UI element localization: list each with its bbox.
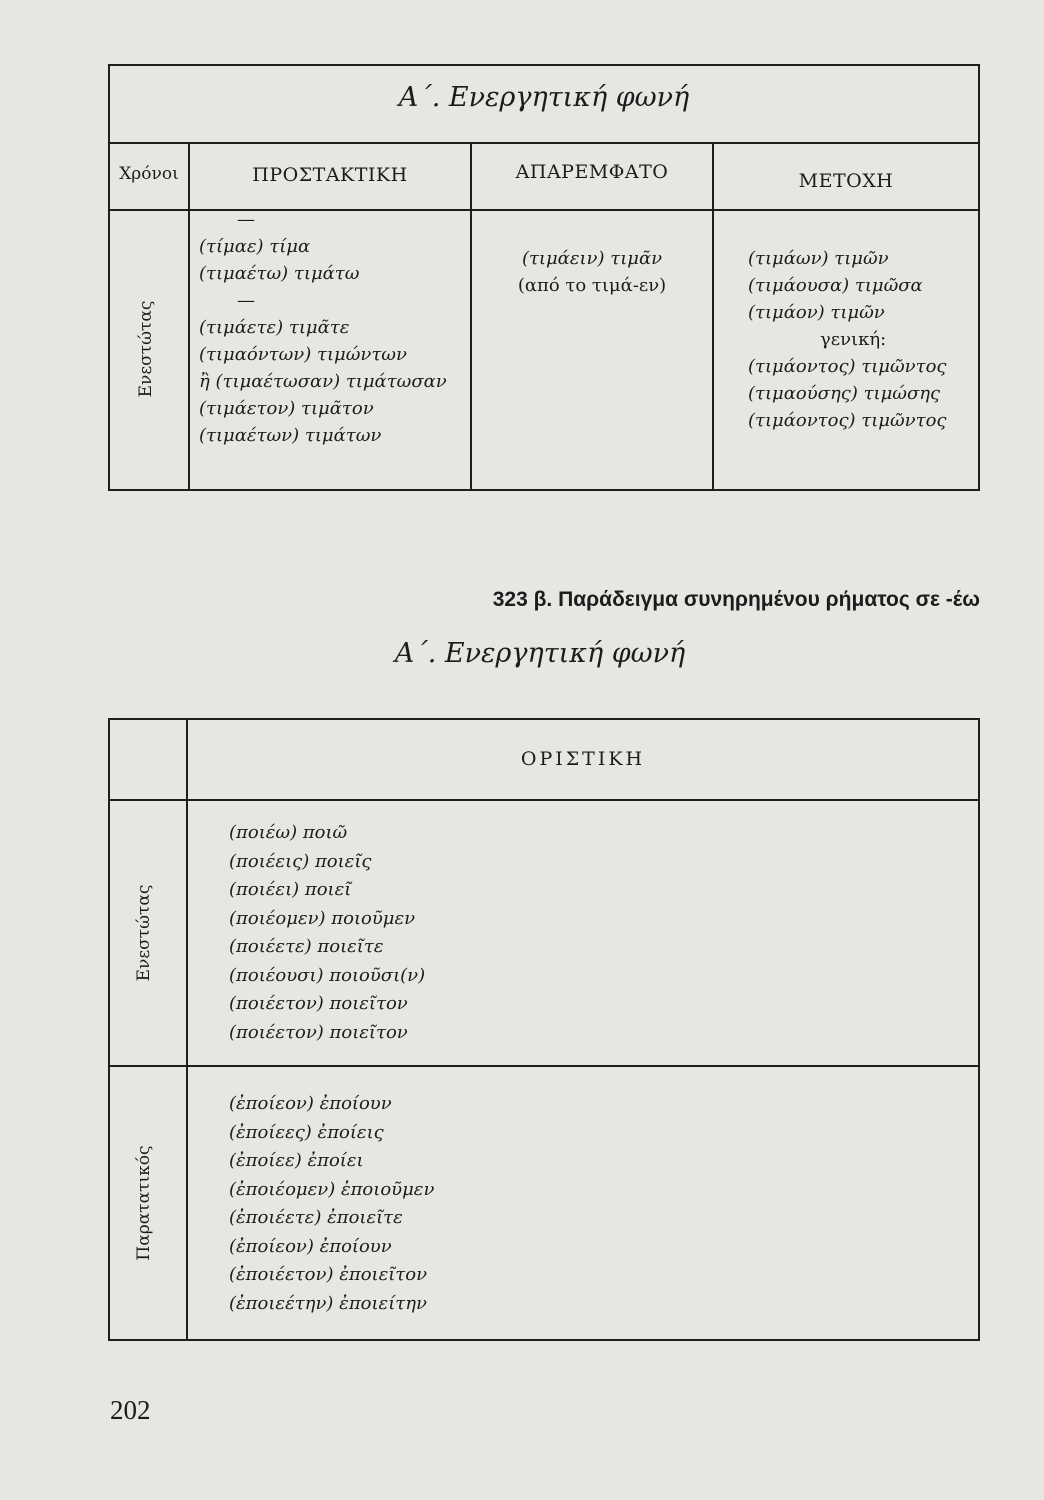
form-line: (ἐποίεες) ἐποίεις [229, 1121, 384, 1143]
form-line: (ποιέετον) ποιεῖτον [229, 1021, 408, 1043]
header-tenses: Χρόνοι [119, 164, 179, 184]
section-heading: 323 β. Παράδειγμα συνηρημένου ρήματος σε -έω [492, 588, 980, 611]
form-line: (ἐποιέομεν) ἐποιοῦμεν [229, 1178, 435, 1200]
form-line: (ποιέετε) ποιεῖτε [229, 936, 384, 957]
present-forms [229, 819, 425, 1047]
form-line: (ἐποίεον) ἐποίουν [229, 1093, 392, 1114]
form-line: (τιμαέτων) τιμάτων [199, 425, 382, 446]
table2-title: Α΄. Ενεργητική φωνή [394, 638, 686, 669]
imperfect-forms [229, 1090, 434, 1318]
form-line: — [237, 290, 255, 311]
table1-title: Α΄. Ενεργητική φωνή [398, 82, 690, 113]
form-line: (ἐποίεε) ἐποίει [229, 1150, 364, 1171]
form-line: (ποιέω) ποιῶ [229, 822, 348, 843]
form-line: (τιμάων) τιμῶν [748, 248, 889, 269]
form-line: (τίμαε) τίμα [199, 236, 311, 257]
page-number: 202 [110, 1395, 151, 1425]
form-line: (ποιέεις) ποιεῖς [229, 850, 372, 872]
infinitive-forms [472, 245, 712, 299]
form-line: (τιμάετον) τιμᾶτον [199, 398, 374, 419]
form-line: (ἐποίεον) ἐποίουν [229, 1235, 392, 1257]
form-line: (τιμαόντων) τιμώντων [199, 344, 407, 365]
form-line: (ποιέει) ποιεῖ [229, 879, 352, 900]
form-line: (τιμάειν) τιμᾶν [521, 248, 663, 269]
row-label-imperfect: Παρατατικός [134, 1145, 154, 1261]
row-label-present: Ενεστώτας [134, 884, 154, 982]
form-line: (τιμάοντος) τιμῶντος [748, 356, 947, 377]
header-infinitive: ΑΠΑΡΕΜΦΑΤΟ [515, 161, 669, 183]
form-line: (τιμάουσα) τιμῶσα [748, 275, 923, 296]
form-line: (ποιέετον) ποιεῖτον [229, 993, 408, 1014]
participle-forms [748, 245, 947, 434]
form-line: (από το τιμά-εν) [517, 275, 667, 296]
form-line: (ποιέουσι) ποιοῦσι(ν) [229, 964, 426, 986]
form-line: (τιμάοντος) τιμῶντος [748, 410, 947, 431]
form-line: (τιμαούσης) τιμώσης [748, 383, 941, 404]
form-line: (ἐποιέετον) ἐποιεῖτον [229, 1264, 428, 1285]
header-participle: ΜΕΤΟΧΗ [798, 170, 894, 192]
form-line: (ἐποιεέτην) ἐποιείτην [229, 1292, 427, 1314]
row-label-present: Ενεστώτας [136, 300, 156, 398]
form-line: (ποιέομεν) ποιοῦμεν [229, 907, 416, 929]
header-imperative: ΠΡΟΣΤΑΚΤΙΚΗ [252, 164, 408, 186]
form-line: γενική: [820, 329, 887, 350]
form-line: (τιμάετε) τιμᾶτε [199, 317, 350, 338]
header-indicative: ΟΡΙΣΤΙΚΗ [520, 748, 646, 770]
form-line: — [237, 209, 255, 230]
form-line: ἢ (τιμαέτωσαν) τιμάτωσαν [199, 371, 447, 392]
form-line: (τιμαέτω) τιμάτω [199, 263, 360, 284]
form-line: (τιμάον) τιμῶν [748, 302, 885, 323]
imperative-forms [199, 206, 447, 449]
form-line: (ἐποιέετε) ἐποιεῖτε [229, 1207, 403, 1228]
